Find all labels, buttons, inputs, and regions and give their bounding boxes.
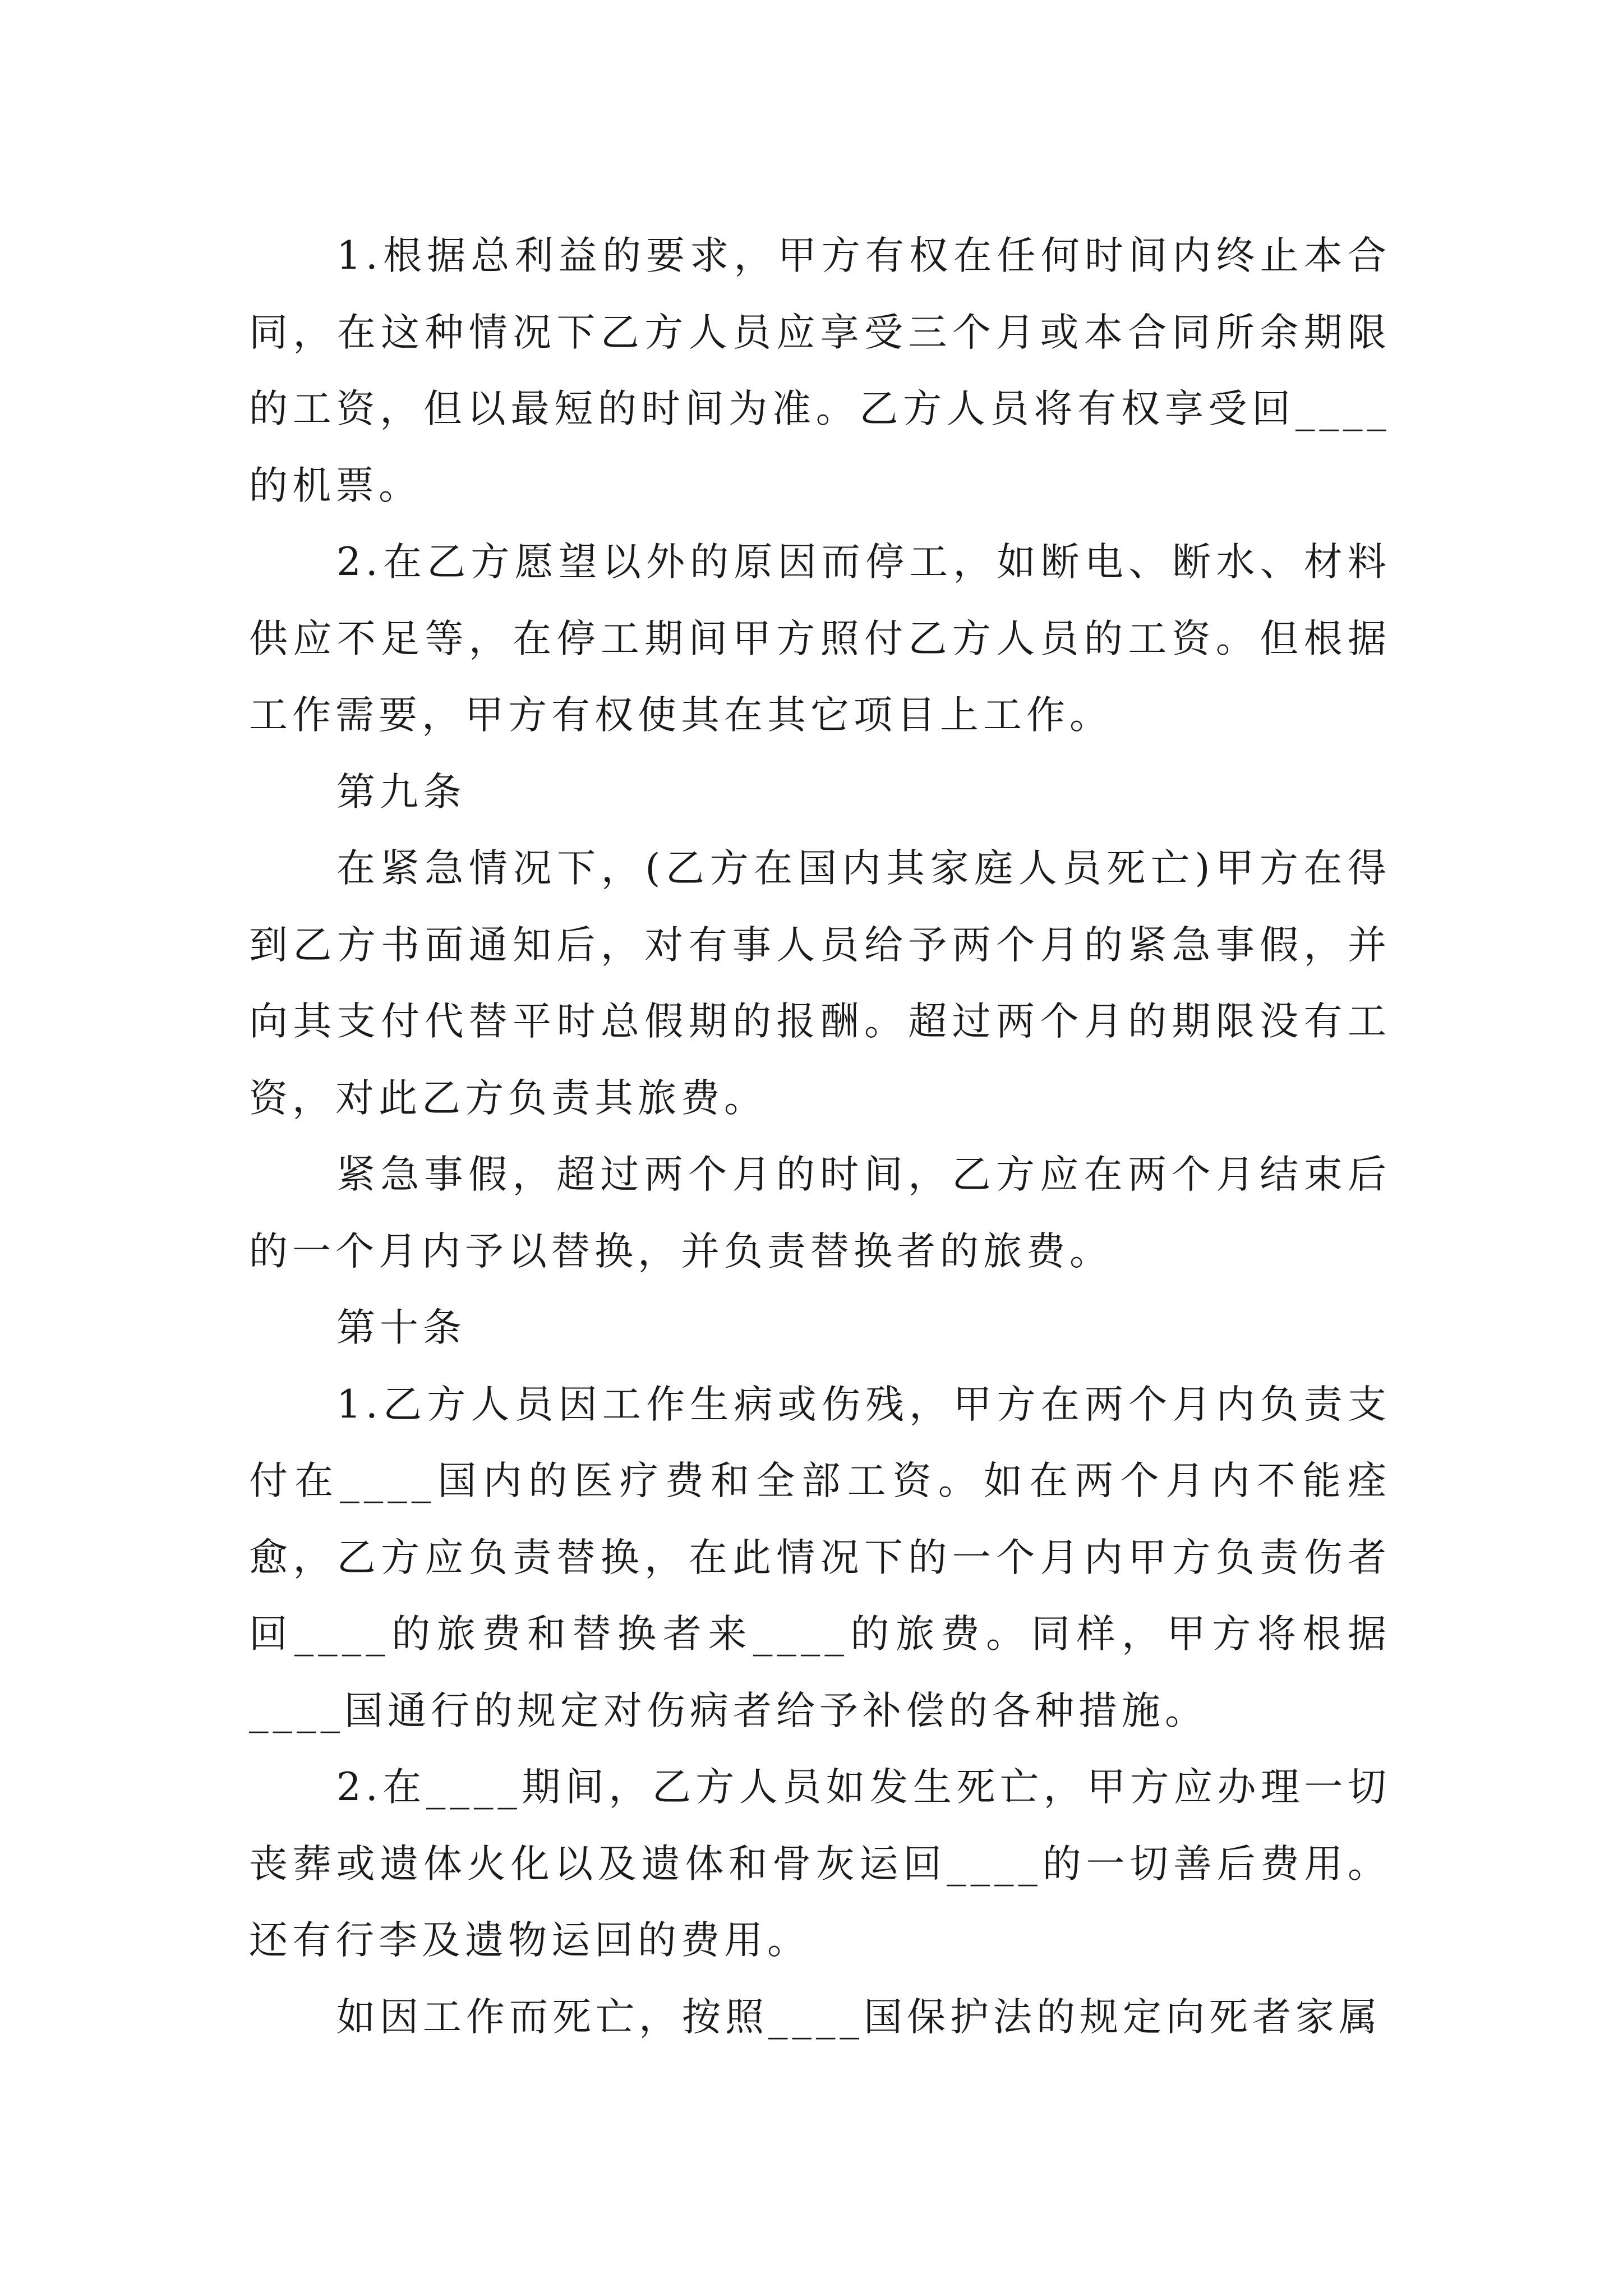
- clause-paragraph: 在紧急情况下，(乙方在国内其家庭人员死亡)甲方在得到乙方书面通知后，对有事人员给予两个月的紧急事假，并向其支付代替平时总假期的报酬。超过两个月的期限没有工资，对此乙方负责其旅费。: [249, 846, 1391, 1121]
- clause-paragraph: 紧急事假，超过两个月的时间，乙方应在两个月结束后的一个月内予以替换，并负责替换者的旅费。: [249, 1152, 1391, 1274]
- clause-paragraph: 2.在____期间，乙方人员如发生死亡，甲方应办理一切丧葬或遗体火化以及遗体和骨灰运回____的一切善后费用。还有行李及遗物运回的费用。: [249, 1765, 1391, 1963]
- clause-paragraph: 2.在乙方愿望以外的原因而停工，如断电、断水、材料供应不足等，在停工期间甲方照付乙方人员的工资。但根据工作需要，甲方有权使其在其它项目上工作。: [249, 540, 1391, 738]
- article-heading: 第十条: [336, 1305, 466, 1350]
- document-body: [249, 218, 1391, 2055]
- clause-paragraph: 1.根据总利益的要求，甲方有权在任何时间内终止本合同，在这种情况下乙方人员应享受三个月或本合同所余期限的工资，但以最短的时间为准。乙方人员将有权享受回____的机票。: [249, 233, 1391, 508]
- clause-paragraph: 1.乙方人员因工作生病或伤残，甲方在两个月内负责支付在____国内的医疗费和全部工资。如在两个月内不能痊愈，乙方应负责替换，在此情况下的一个月内甲方负责伤者回____的旅费和替换者来____的旅费。同样，甲方将根据____国通行的规定对伤病者给予补偿的各种措施。: [249, 1382, 1391, 1733]
- clause-paragraph: 如因工作而死亡，按照____国保护法的规定向死者家属: [336, 1994, 1382, 2040]
- article-heading: 第九条: [336, 769, 466, 815]
